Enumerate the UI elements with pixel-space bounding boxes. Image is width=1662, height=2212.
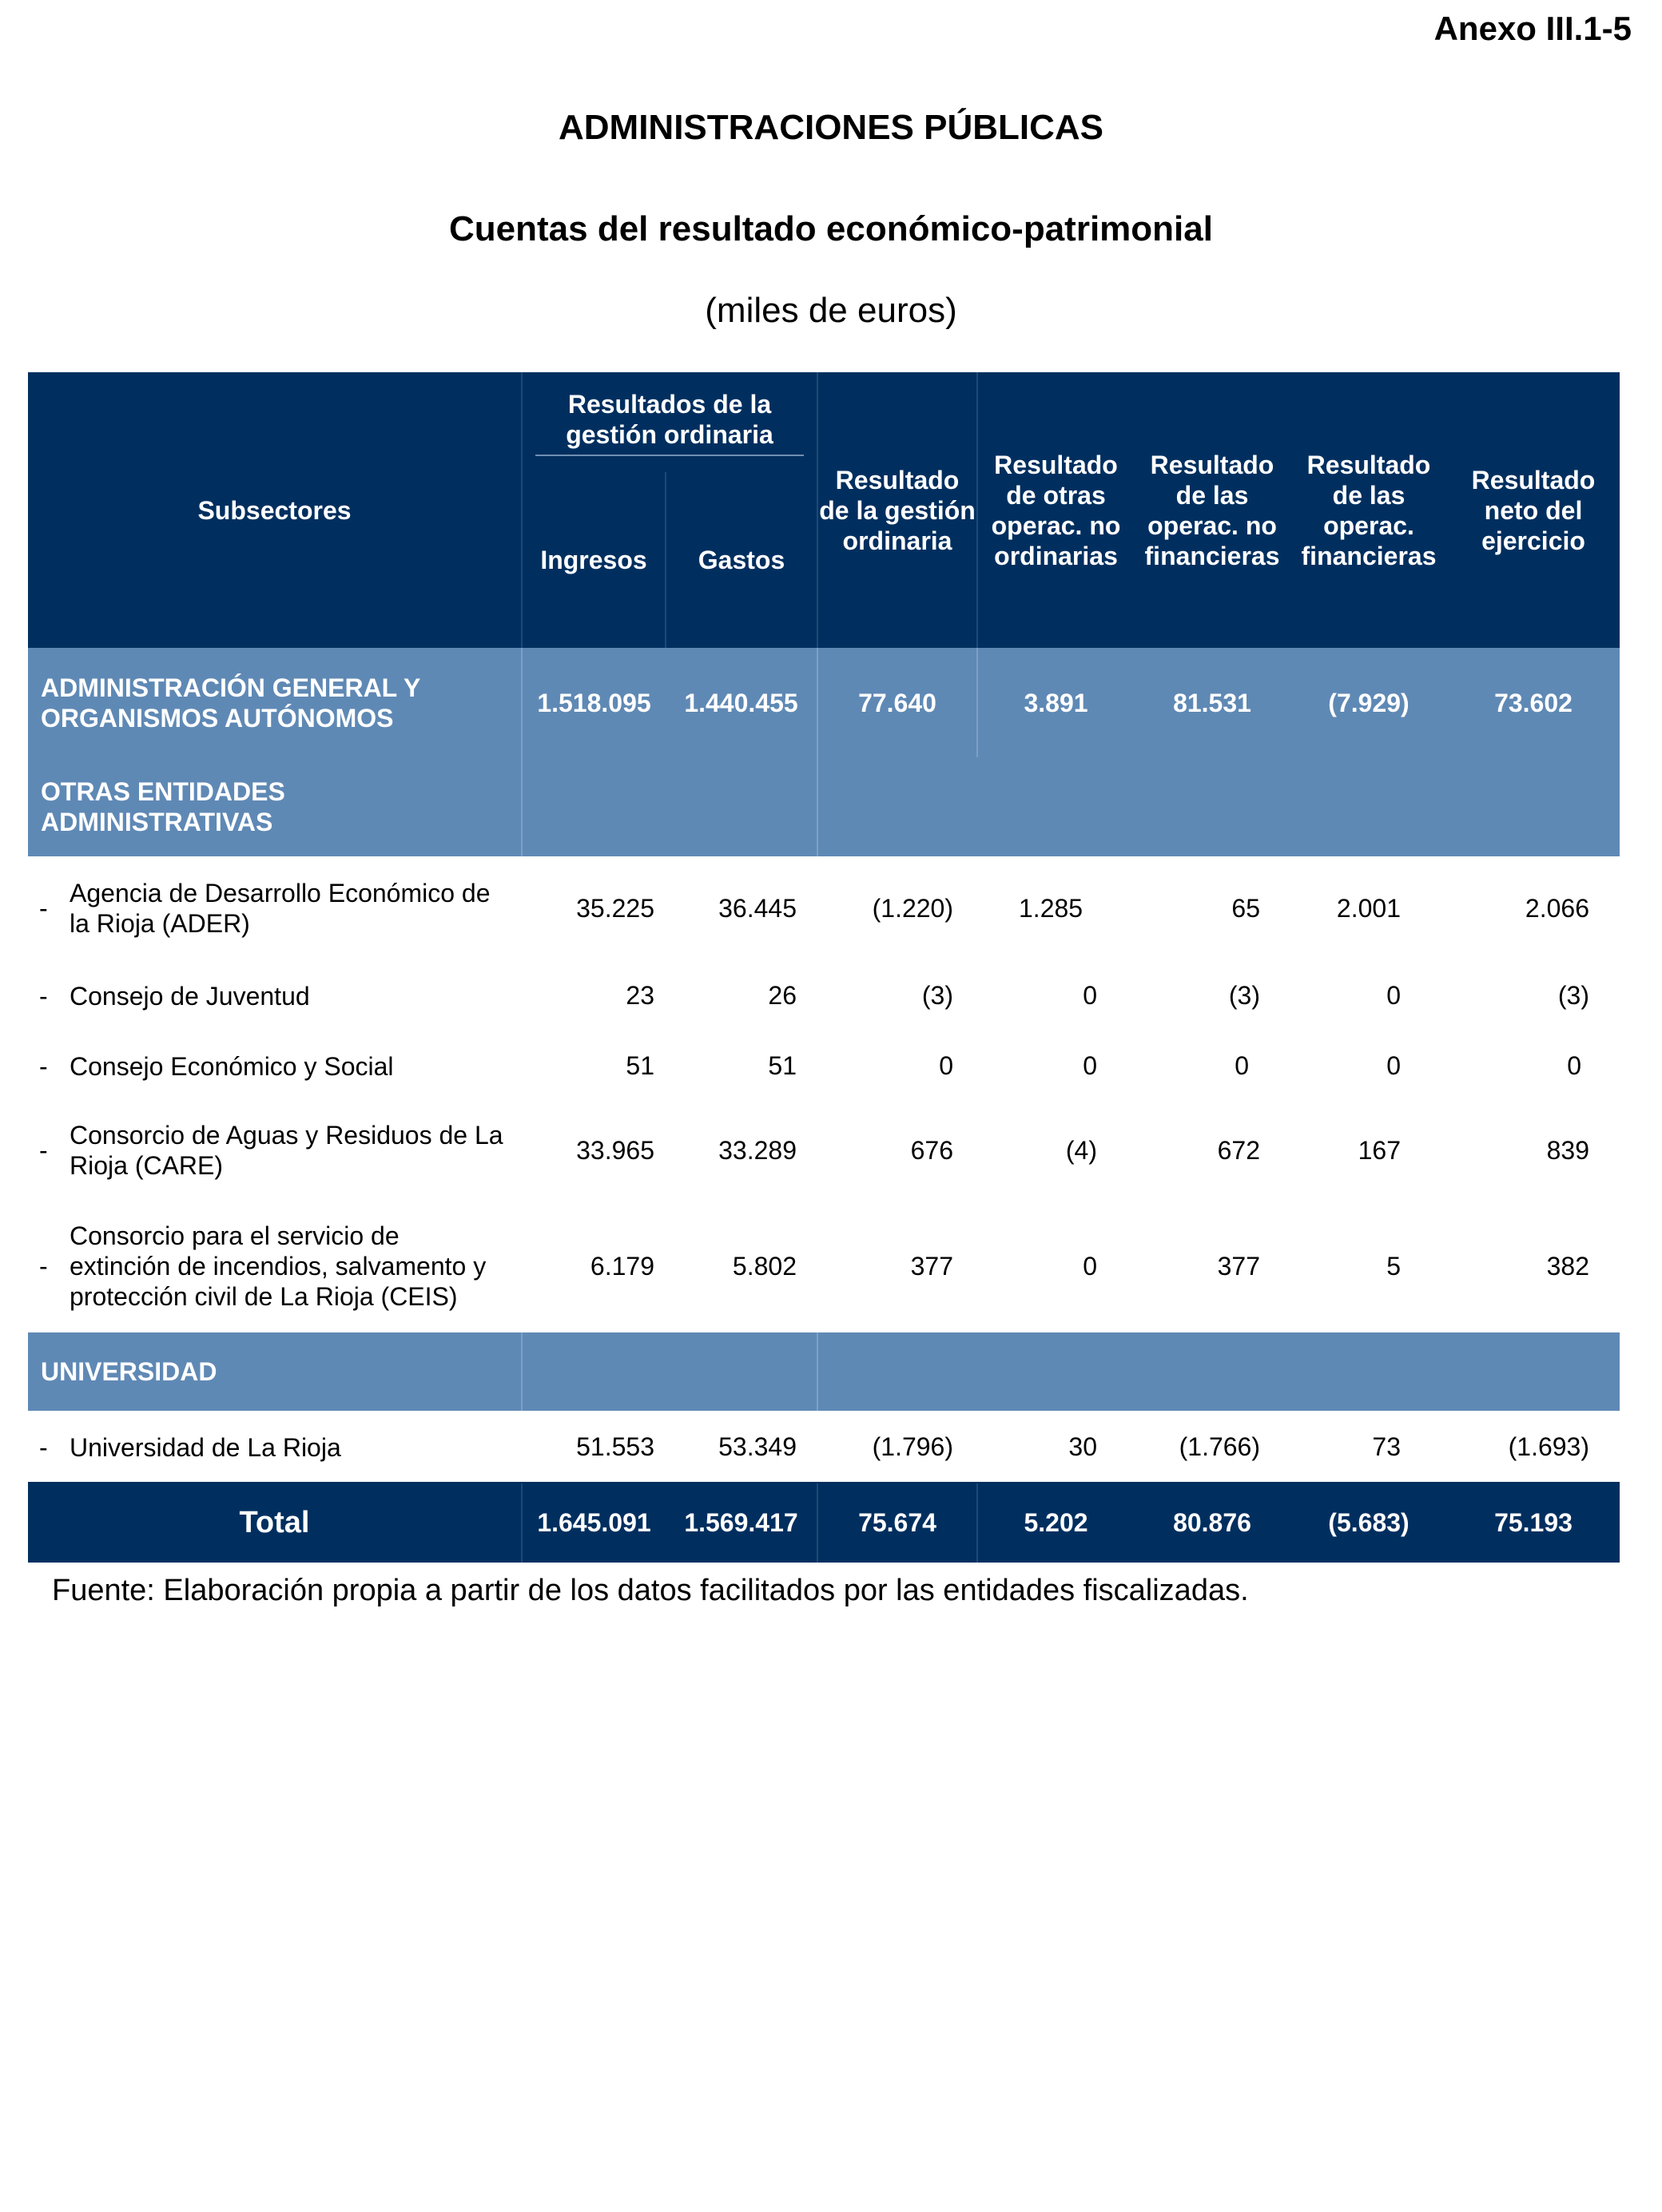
total-row [28, 1483, 1620, 1563]
row-label: Consejo Económico y Social [70, 1052, 394, 1082]
cell-res-no-financieras: 65 [1231, 894, 1260, 923]
row-admin-general [28, 648, 1620, 757]
cell-res-financieras: 73 [1290, 1411, 1447, 1483]
table-row [28, 960, 1620, 1031]
row-bullet: - [39, 1136, 48, 1165]
source-note: Fuente: Elaboración propia a partir de los datos facilitados por las entidades fiscalizadas. [52, 1574, 1249, 1607]
cell-res-financieras: 0 [1386, 981, 1401, 1010]
cell-gastos: 51 [768, 1051, 797, 1080]
cell-res-no-financieras: 80.876 [1134, 1483, 1290, 1563]
col-group-gestion-ordinaria [522, 372, 817, 472]
cell-gastos: 5.802 [732, 1252, 797, 1281]
table-row [28, 856, 1620, 960]
cell-gastos: 1.569.417 [666, 1483, 817, 1563]
cell-ingresos: 6.179 [590, 1252, 654, 1281]
cell-ingresos: 51.553 [522, 1411, 666, 1483]
table-row [28, 1411, 1620, 1483]
row-bullet: - [39, 982, 48, 1011]
col-gastos: Gastos [666, 472, 817, 648]
cell-res-neto: 382 [1546, 1252, 1589, 1281]
cell-res-otras: 3.891 [977, 648, 1134, 757]
cell-res-neto: 2.066 [1525, 894, 1589, 923]
cell-ingresos: 51 [626, 1051, 654, 1080]
cell-res-otras: 30 [977, 1411, 1134, 1483]
cell-res-financieras: (7.929) [1290, 648, 1447, 757]
cell-res-gestion: (3) [921, 981, 953, 1010]
cell-res-financieras: (5.683) [1290, 1483, 1447, 1563]
section-otras-entidades [28, 757, 1620, 856]
page-subtitle: Cuentas del resultado económico-patrimonial [449, 209, 1213, 248]
group-label: Resultados de la gestión ordinaria [535, 389, 804, 456]
cell-res-neto: (3) [1557, 981, 1589, 1010]
cell-res-otras: 0 [1083, 1051, 1097, 1080]
cell-res-financieras: 0 [1386, 1051, 1401, 1080]
cell-res-otras: 0 [1083, 981, 1097, 1010]
cell-res-neto: (1.693) [1447, 1411, 1620, 1483]
col-res-otras: Resultado de otras operac. no ordinarias [977, 372, 1134, 648]
table-row [28, 1200, 1620, 1332]
cell-res-otras: 5.202 [977, 1483, 1134, 1563]
cell-res-no-financieras: (3) [1228, 981, 1260, 1010]
cell-gastos: 1.440.455 [666, 648, 817, 757]
cell-res-neto: 75.193 [1447, 1483, 1620, 1563]
cell-gastos: 26 [768, 981, 797, 1010]
cell-res-neto: 839 [1546, 1136, 1589, 1165]
table-row [28, 1101, 1620, 1200]
cell-res-no-financieras: (1.766) [1134, 1411, 1290, 1483]
annex-number: Anexo III.1-5 [1433, 10, 1632, 47]
cell-res-financieras: 5 [1386, 1252, 1401, 1281]
col-res-gestion: Resultado de la gestión ordinaria [817, 372, 977, 648]
cell-res-financieras: 2.001 [1336, 894, 1401, 923]
cell-res-gestion: 676 [910, 1136, 953, 1165]
row-bullet: - [39, 1432, 48, 1462]
col-res-no-financieras: Resultado de las operac. no financieras [1134, 372, 1290, 648]
cell-res-otras: 1.285 [1019, 894, 1083, 923]
cell-res-no-financieras: 0 [1235, 1051, 1249, 1080]
row-label: Universidad de La Rioja [70, 1432, 341, 1462]
col-res-neto: Resultado neto del ejercicio [1447, 372, 1620, 648]
section-label: OTRAS ENTIDADES ADMINISTRATIVAS [28, 757, 522, 856]
cell-res-no-financieras: 672 [1217, 1136, 1260, 1165]
cell-ingresos: 1.518.095 [522, 648, 666, 757]
page-title: ADMINISTRACIONES PÚBLICAS [558, 108, 1104, 147]
cell-ingresos: 1.645.091 [522, 1483, 666, 1563]
row-label: Consorcio de Aguas y Residuos de La Rioja (CARE) [70, 1121, 503, 1180]
cell-res-gestion: 0 [939, 1051, 953, 1080]
cell-gastos: 33.289 [718, 1136, 797, 1165]
cell-gastos: 36.445 [718, 894, 797, 923]
table-row [28, 1031, 1620, 1101]
cell-res-gestion: (1.796) [817, 1411, 977, 1483]
col-ingresos: Ingresos [522, 472, 666, 648]
cell-res-financieras: 167 [1358, 1136, 1401, 1165]
cell-res-gestion: (1.220) [872, 894, 953, 923]
row-label: Agencia de Desarrollo Económico de la Rioja (ADER) [70, 879, 491, 938]
cell-res-neto: 73.602 [1447, 648, 1620, 757]
cell-gastos: 53.349 [666, 1411, 817, 1483]
cell-res-neto: 0 [1567, 1051, 1581, 1080]
col-res-financieras: Resultado de las operac. financieras [1290, 372, 1447, 648]
row-label: Consorcio para el servicio de extinción de incendios, salvamento y protección civil de La Rioja (CEIS) [70, 1221, 487, 1311]
cell-res-gestion: 77.640 [817, 648, 977, 757]
section-universidad [28, 1332, 1620, 1411]
table-header [28, 372, 1620, 648]
cell-res-no-financieras: 377 [1217, 1252, 1260, 1281]
section-label: UNIVERSIDAD [28, 1332, 522, 1411]
units-note: (miles de euros) [705, 291, 957, 330]
row-label: Consejo de Juventud [70, 982, 310, 1011]
row-bullet: - [39, 1252, 48, 1281]
cell-ingresos: 33.965 [576, 1136, 654, 1165]
cell-ingresos: 35.225 [576, 894, 654, 923]
row-bullet: - [39, 894, 48, 923]
row-label: ADMINISTRACIÓN GENERAL Y ORGANISMOS AUTÓNOMOS [28, 648, 522, 757]
cell-res-gestion: 377 [910, 1252, 953, 1281]
row-bullet: - [39, 1052, 48, 1082]
cell-res-gestion: 75.674 [817, 1483, 977, 1563]
cell-res-no-financieras: 81.531 [1134, 648, 1290, 757]
total-label: Total [28, 1483, 522, 1563]
cell-ingresos: 23 [626, 981, 654, 1010]
cell-res-otras: (4) [1065, 1136, 1097, 1165]
cell-res-otras: 0 [1083, 1252, 1097, 1281]
results-table [28, 372, 1620, 1563]
col-subsectores: Subsectores [28, 372, 522, 648]
